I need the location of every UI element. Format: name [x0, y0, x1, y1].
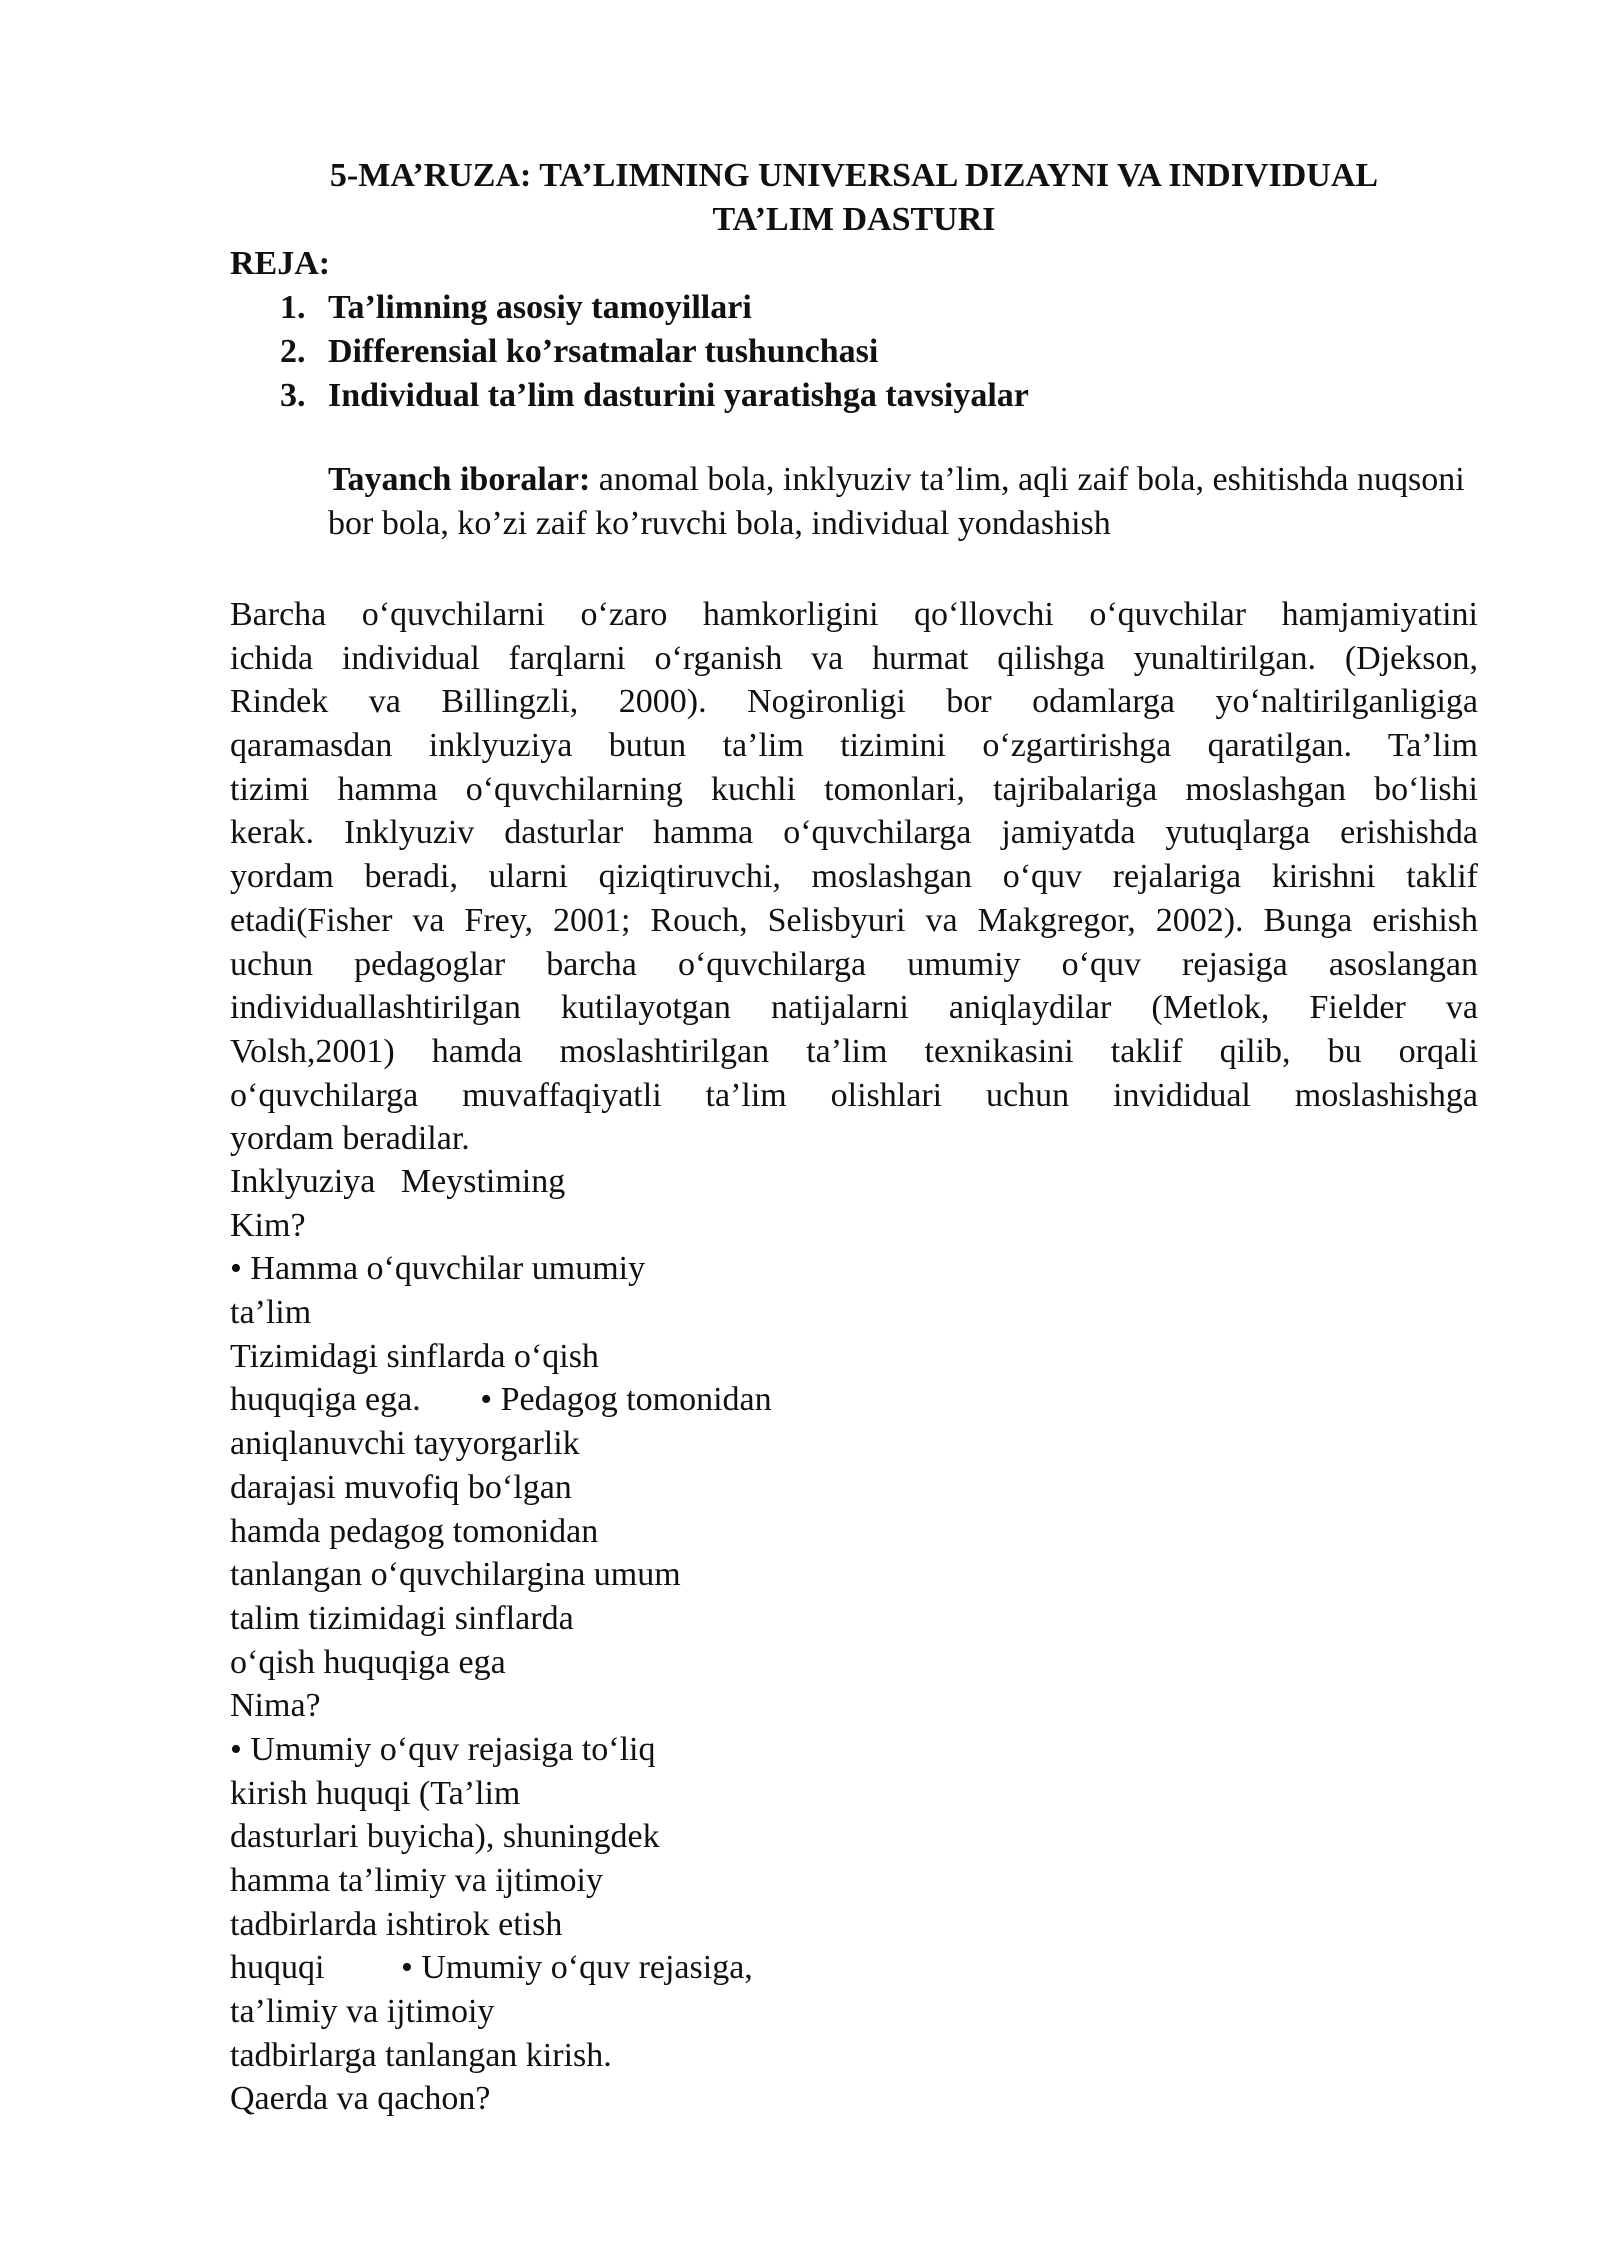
body-line: Barcha o‘quvchilarni o‘zaro hamkorligini qo‘llovchi o‘quvchilar hamjamiyatini — [230, 596, 1478, 633]
comparison-line: Tizimidagi sinflarda o‘qish — [230, 1337, 599, 1375]
comparison-line: kirish huquqi (Ta’lim — [230, 1774, 521, 1812]
comparison-line: Kim? — [230, 1206, 306, 1244]
comparison-line: hamda pedagog tomonidan — [230, 1512, 599, 1550]
comparison-line: Inklyuziya Meystiming — [230, 1163, 566, 1200]
body-line: kerak. Inklyuziv dasturlar hamma o‘quvchilarga jamiyatda yutuqlarga erishishda — [230, 814, 1478, 852]
comparison-line: tadbirlarda ishtirok etish — [230, 1905, 563, 1943]
comparison-line: • Umumiy o‘quv rejasiga to‘liq — [230, 1730, 656, 1768]
plan-item-text: Ta’limning asosiy tamoyillari — [328, 289, 752, 326]
plan-item-number: 1. — [280, 289, 306, 326]
plan-item-number: 3. — [280, 377, 306, 414]
body-line: o‘quvchilarga muvaffaqiyatli ta’lim olishlari uchun invididual moslashishga — [230, 1076, 1478, 1114]
body-line: tizimi hamma o‘quvchilarning kuchli tomonlari, tajribalariga moslashgan bo‘lishi — [230, 770, 1478, 808]
lecture-title-line-1: 5-MA’RUZA: TA’LIMNING UNIVERSAL DIZAYNI VA INDIVIDUAL — [329, 157, 1379, 194]
plan-heading: REJA: — [230, 245, 331, 282]
comparison-line: • Hamma o‘quvchilar umumiy — [230, 1250, 646, 1288]
body-line: individuallashtirilgan kutilayotgan natijalarni aniqlaydilar (Metlok, Fielder va — [230, 989, 1478, 1027]
comparison-line: hamma ta’limiy va ijtimoiy — [230, 1862, 603, 1899]
plan-item-text: Individual ta’lim dasturini yaratishga tavsiyalar — [328, 377, 1029, 414]
comparison-line: huquqiga ega. • Pedagog tomonidan — [230, 1381, 772, 1419]
plan-list — [280, 286, 1029, 418]
body-line: uchun pedagoglar barcha o‘quvchilarga umumiy o‘quv rejasiga asoslangan — [230, 945, 1478, 983]
keywords-text: anomal bola, inklyuziv ta’lim, aqli zaif bola, eshitishda nuqsoni bor bola, ko’zi zaif ko’ruvchi bola, individual yondashish — [328, 461, 1465, 542]
body-line: yordam beradilar. — [230, 1120, 470, 1158]
comparison-line: Nima? — [230, 1687, 321, 1725]
plan-item — [280, 286, 1029, 330]
body-line: Volsh,2001) hamda moslashtirilgan ta’lim texnikasini taklif qilib, bu orqali — [230, 1032, 1478, 1070]
comparison-line: dasturlari buyicha), shuningdek — [230, 1818, 660, 1856]
comparison-line: aniqlanuvchi tayyorgarlik — [230, 1425, 580, 1463]
body-line: ichida individual farqlarni o‘rganish va hurmat qilishga yunaltirilgan. (Djekson, — [230, 639, 1478, 677]
comparison-line: tadbirlarga tanlangan kirish. — [230, 2036, 612, 2074]
comparison-line: darajasi muvofiq bo‘lgan — [230, 1468, 572, 1506]
body-line: qaramasdan inklyuziya butun ta’lim tizimini o‘zgartirishga qaratilgan. Ta’lim — [230, 727, 1478, 765]
comparison-line: ta’limiy va ijtimoiy — [230, 1993, 495, 2031]
comparison-text-block — [230, 1160, 1130, 2121]
body-line: etadi(Fisher va Frey, 2001; Rouch, Selisbyuri va Makgregor, 2002). Bunga erishish — [230, 901, 1478, 939]
plan-item — [280, 330, 1029, 374]
comparison-line: ta’lim — [230, 1294, 312, 1332]
keywords-paragraph — [328, 458, 1478, 546]
comparison-line: tanlangan o‘quvchilargina umum — [230, 1556, 681, 1594]
body-line: Rindek va Billingzli, 2000). Nogironligi bor odamlarga yo‘naltirilganligiga — [230, 683, 1478, 721]
keywords-label: Tayanch iboralar: — [328, 461, 591, 498]
body-line: yordam beradi, ularni qiziqtiruvchi, moslashgan o‘quv rejalariga kirishni taklif — [230, 858, 1478, 896]
comparison-line: Qaerda va qachon? — [230, 2080, 491, 2118]
plan-item — [280, 374, 1029, 418]
body-paragraph — [230, 593, 1478, 1161]
comparison-line: o‘qish huquqiga ega — [230, 1643, 506, 1681]
comparison-line: talim tizimidagi sinflarda — [230, 1599, 574, 1637]
comparison-line: huquqi • Umumiy o‘quv rejasiga, — [230, 1949, 753, 1987]
plan-item-number: 2. — [280, 333, 306, 370]
plan-item-text: Differensial ko’rsatmalar tushunchasi — [328, 333, 879, 370]
lecture-title-line-2: TA’LIM DASTURI — [712, 201, 996, 238]
